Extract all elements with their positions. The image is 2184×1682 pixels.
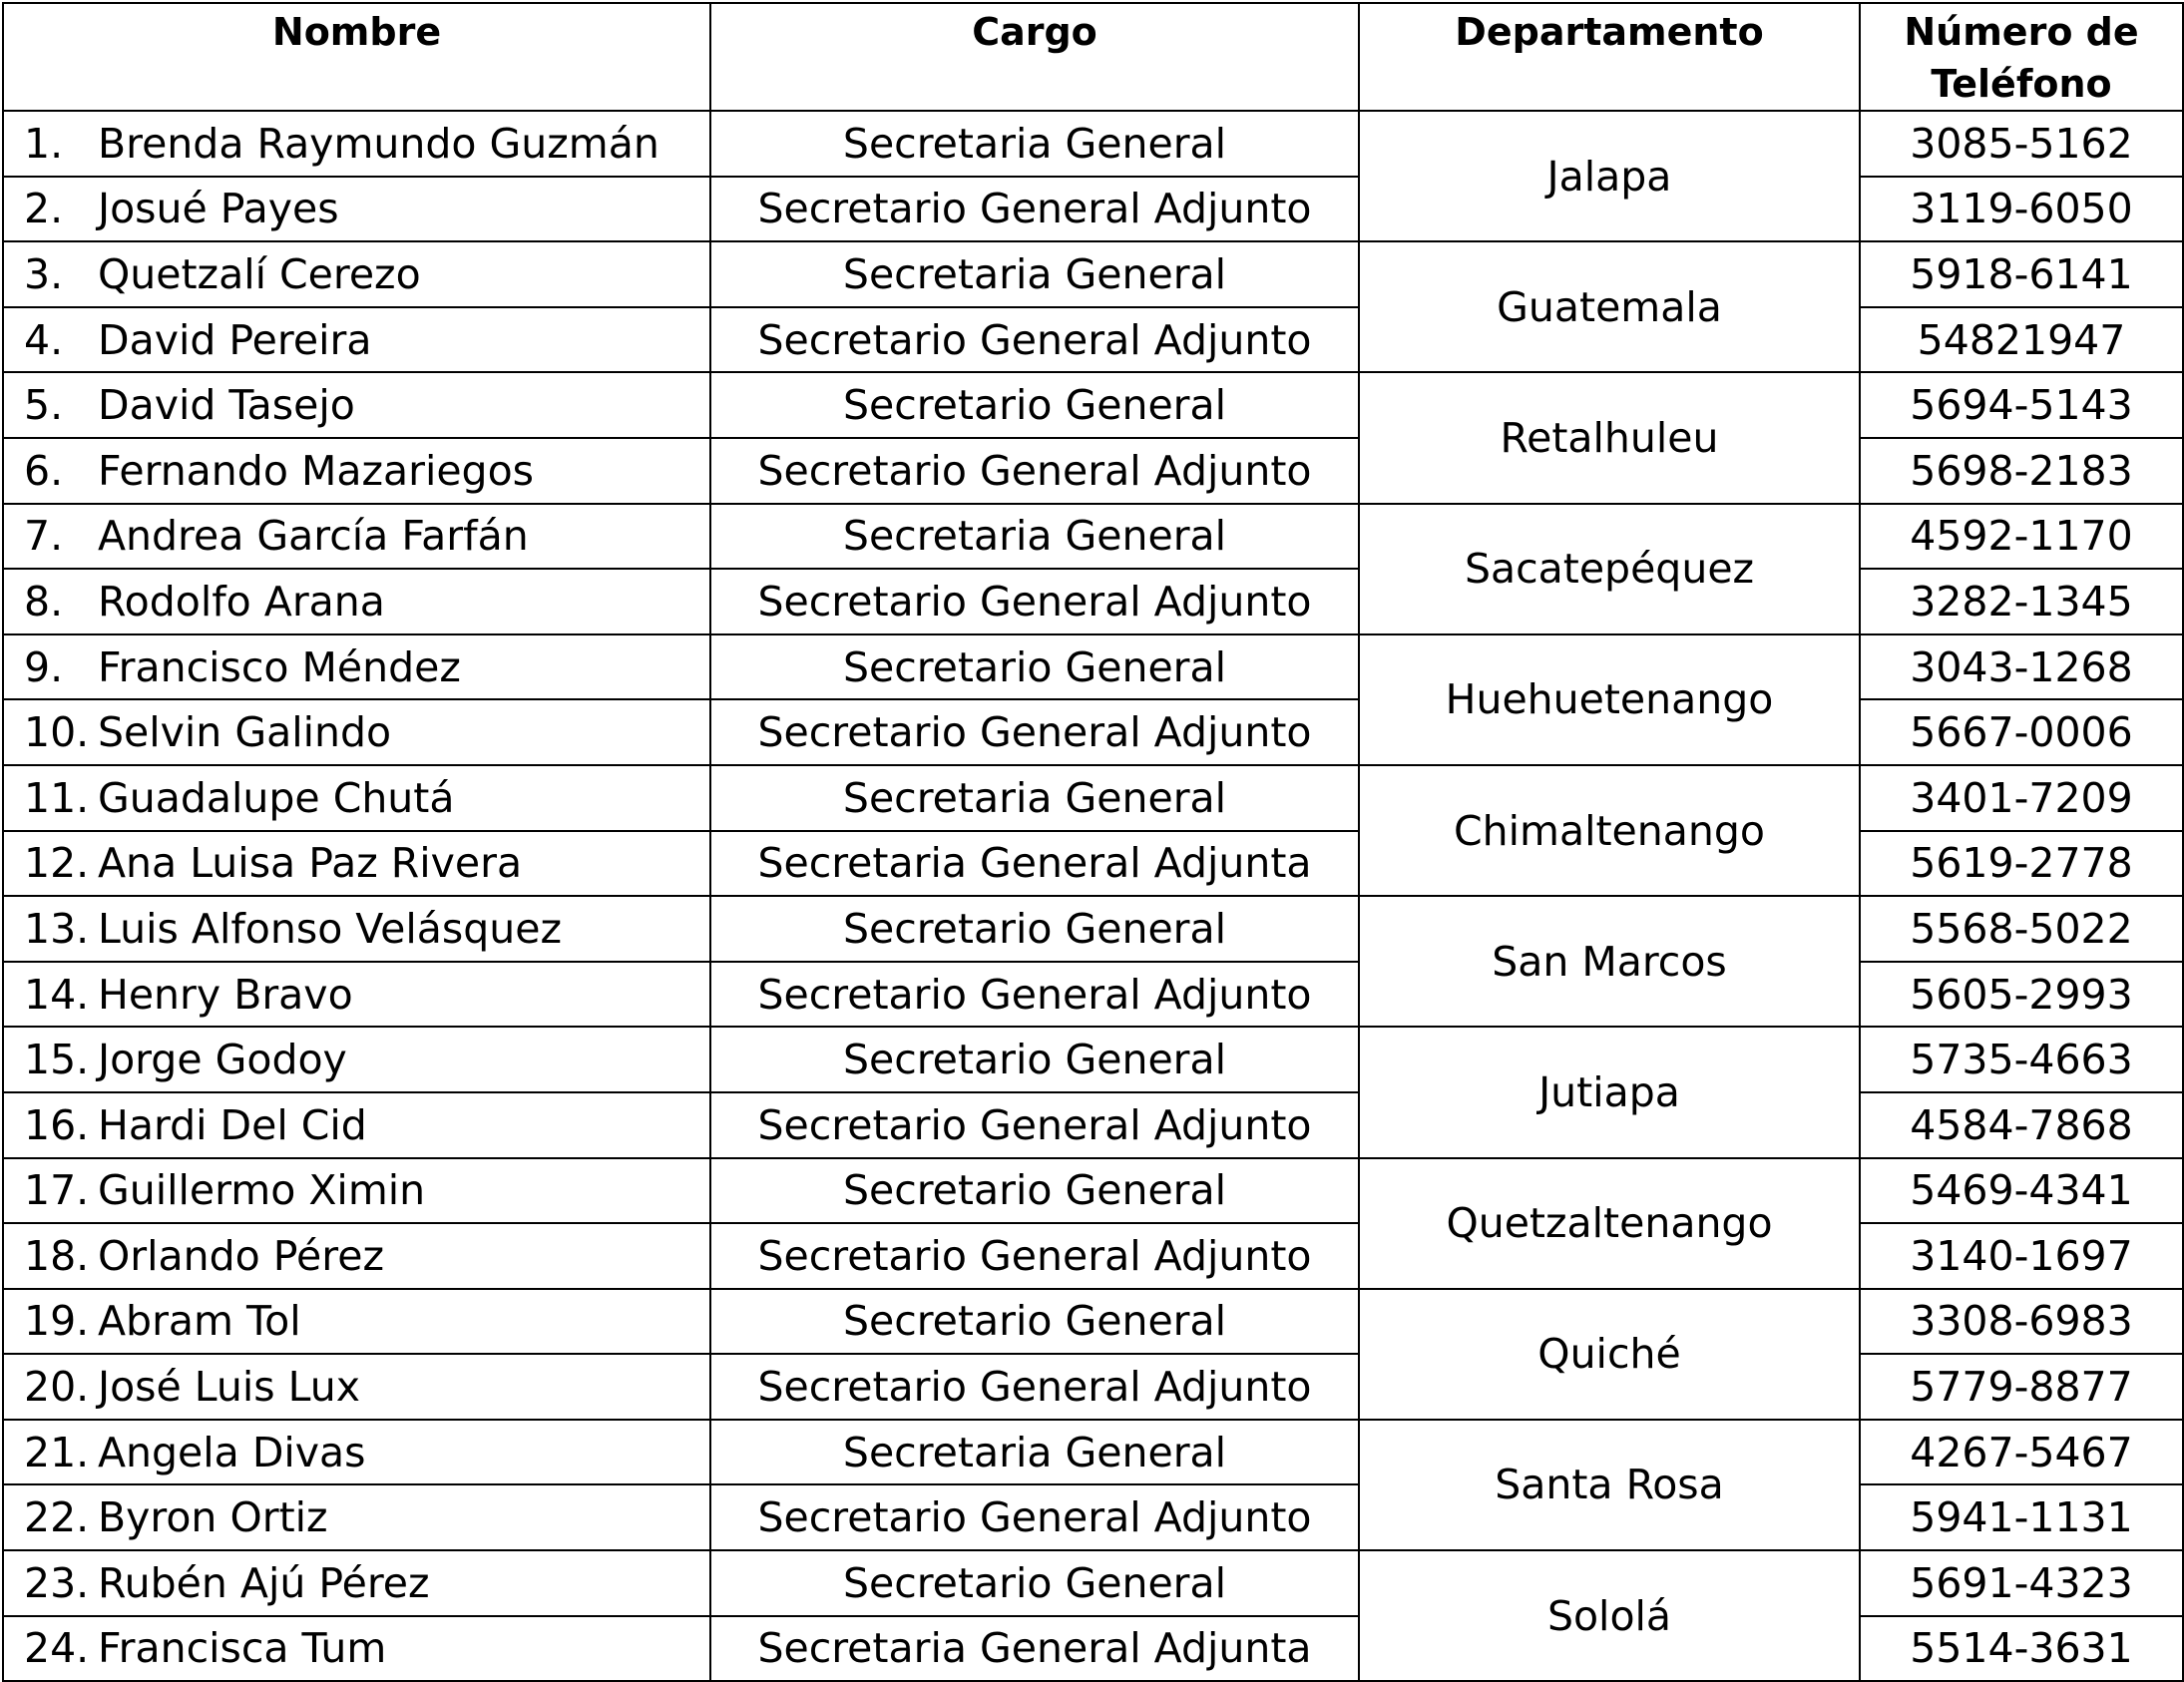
row-number: 7. <box>24 512 64 561</box>
cell-departamento: Huehuetenango <box>1359 634 1860 765</box>
cell-cargo: Secretaria General Adjunta <box>710 1616 1359 1682</box>
cell-nombre <box>3 1420 710 1485</box>
cell-telefono: 54821947 <box>1860 307 2183 373</box>
cell-departamento: Jutiapa <box>1359 1027 1860 1157</box>
cell-cargo: Secretaria General <box>710 111 1359 177</box>
person-name: Abram Tol <box>98 1297 301 1346</box>
row-number: 24. <box>24 1624 90 1673</box>
cell-telefono: 3085-5162 <box>1860 111 2183 177</box>
directory-table <box>2 2 2184 1682</box>
row-number: 6. <box>24 446 64 495</box>
row-number: 17. <box>24 1166 90 1215</box>
cell-telefono: 3401-7209 <box>1860 765 2183 831</box>
cell-nombre <box>3 1027 710 1092</box>
cell-nombre <box>3 438 710 504</box>
cell-nombre <box>3 1550 710 1616</box>
cell-departamento: Retalhuleu <box>1359 372 1860 503</box>
row-number: 10. <box>24 708 90 757</box>
cell-cargo: Secretario General <box>710 372 1359 438</box>
cell-cargo: Secretario General Adjunto <box>710 569 1359 634</box>
row-number: 1. <box>24 119 64 168</box>
cell-cargo: Secretario General Adjunto <box>710 1354 1359 1420</box>
person-name: David Tasejo <box>98 381 355 430</box>
row-number: 11. <box>24 773 90 822</box>
row-number: 5. <box>24 381 64 430</box>
row-number: 4. <box>24 315 64 364</box>
cell-telefono: 5469-4341 <box>1860 1158 2183 1224</box>
person-name: José Luis Lux <box>98 1363 361 1412</box>
cell-nombre <box>3 372 710 438</box>
row-number: 22. <box>24 1493 90 1542</box>
cell-telefono: 5619-2778 <box>1860 831 2183 897</box>
cell-telefono: 5605-2993 <box>1860 962 2183 1028</box>
cell-cargo: Secretario General Adjunto <box>710 438 1359 504</box>
table-row <box>3 1289 2183 1355</box>
table-row <box>3 765 2183 831</box>
cell-cargo: Secretario General Adjunto <box>710 962 1359 1028</box>
cell-departamento: Santa Rosa <box>1359 1420 1860 1550</box>
person-name: Guadalupe Chutá <box>98 773 455 822</box>
table-row <box>3 504 2183 570</box>
header-nombre: Nombre <box>3 3 710 111</box>
cell-telefono: 4267-5467 <box>1860 1420 2183 1485</box>
cell-telefono: 5941-1131 <box>1860 1484 2183 1550</box>
header-cargo: Cargo <box>710 3 1359 111</box>
cell-nombre <box>3 504 710 570</box>
cell-cargo: Secretario General <box>710 1158 1359 1224</box>
cell-cargo: Secretario General <box>710 1027 1359 1092</box>
header-row <box>3 3 2183 111</box>
cell-telefono: 3282-1345 <box>1860 569 2183 634</box>
cell-telefono: 5779-8877 <box>1860 1354 2183 1420</box>
cell-telefono: 5514-3631 <box>1860 1616 2183 1682</box>
cell-departamento: Quiché <box>1359 1289 1860 1420</box>
cell-departamento: San Marcos <box>1359 896 1860 1027</box>
row-number: 21. <box>24 1428 90 1476</box>
person-name: David Pereira <box>98 315 372 364</box>
person-name: Selvin Galindo <box>98 708 392 757</box>
cell-telefono: 3119-6050 <box>1860 177 2183 242</box>
row-number: 12. <box>24 839 90 888</box>
cell-departamento: Chimaltenango <box>1359 765 1860 896</box>
row-number: 20. <box>24 1363 90 1412</box>
cell-cargo: Secretario General <box>710 634 1359 700</box>
cell-cargo: Secretaria General Adjunta <box>710 831 1359 897</box>
table-row <box>3 1027 2183 1092</box>
person-name: Rodolfo Arana <box>98 577 385 626</box>
row-number: 18. <box>24 1231 90 1280</box>
person-name: Luis Alfonso Velásquez <box>98 904 563 953</box>
cell-telefono: 5667-0006 <box>1860 699 2183 765</box>
row-number: 9. <box>24 642 64 691</box>
cell-cargo: Secretario General Adjunto <box>710 307 1359 373</box>
table-body <box>3 111 2183 1681</box>
cell-telefono: 3308-6983 <box>1860 1289 2183 1355</box>
cell-cargo: Secretaria General <box>710 765 1359 831</box>
cell-nombre <box>3 765 710 831</box>
row-number: 14. <box>24 970 90 1019</box>
cell-nombre <box>3 307 710 373</box>
person-name: Francisco Méndez <box>98 642 461 691</box>
cell-telefono: 5698-2183 <box>1860 438 2183 504</box>
cell-departamento: Sololá <box>1359 1550 1860 1681</box>
cell-cargo: Secretaria General <box>710 1420 1359 1485</box>
cell-nombre <box>3 241 710 307</box>
cell-telefono: 5691-4323 <box>1860 1550 2183 1616</box>
row-number: 13. <box>24 904 90 953</box>
cell-telefono: 5918-6141 <box>1860 241 2183 307</box>
cell-cargo: Secretario General <box>710 896 1359 962</box>
cell-telefono: 4592-1170 <box>1860 504 2183 570</box>
cell-nombre <box>3 831 710 897</box>
person-name: Ana Luisa Paz Rivera <box>98 839 523 888</box>
cell-nombre <box>3 1354 710 1420</box>
person-name: Francisca Tum <box>98 1624 387 1673</box>
cell-nombre <box>3 1092 710 1158</box>
cell-departamento: Guatemala <box>1359 241 1860 372</box>
table-row <box>3 1550 2183 1616</box>
cell-cargo: Secretario General <box>710 1550 1359 1616</box>
cell-nombre <box>3 1484 710 1550</box>
person-name: Fernando Mazariegos <box>98 446 535 495</box>
person-name: Byron Ortiz <box>98 1493 328 1542</box>
cell-nombre <box>3 896 710 962</box>
cell-telefono: 5735-4663 <box>1860 1027 2183 1092</box>
person-name: Rubén Ajú Pérez <box>98 1558 430 1607</box>
row-number: 23. <box>24 1558 90 1607</box>
cell-cargo: Secretario General Adjunto <box>710 1223 1359 1289</box>
cell-departamento: Quetzaltenango <box>1359 1158 1860 1289</box>
cell-telefono: 4584-7868 <box>1860 1092 2183 1158</box>
row-number: 15. <box>24 1036 90 1084</box>
cell-cargo: Secretario General Adjunto <box>710 177 1359 242</box>
cell-nombre <box>3 634 710 700</box>
cell-nombre <box>3 962 710 1028</box>
person-name: Orlando Pérez <box>98 1231 384 1280</box>
row-number: 2. <box>24 185 64 233</box>
row-number: 16. <box>24 1100 90 1149</box>
cell-nombre <box>3 699 710 765</box>
table-row <box>3 634 2183 700</box>
cell-cargo: Secretaria General <box>710 241 1359 307</box>
cell-telefono: 3140-1697 <box>1860 1223 2183 1289</box>
cell-departamento: Sacatepéquez <box>1359 504 1860 634</box>
person-name: Andrea García Farfán <box>98 512 529 561</box>
header-telefono: Número de Teléfono <box>1860 3 2183 111</box>
cell-telefono: 5694-5143 <box>1860 372 2183 438</box>
cell-nombre <box>3 569 710 634</box>
person-name: Guillermo Ximin <box>98 1166 426 1215</box>
person-name: Angela Divas <box>98 1428 366 1476</box>
cell-cargo: Secretario General Adjunto <box>710 1484 1359 1550</box>
cell-nombre <box>3 111 710 177</box>
cell-telefono: 5568-5022 <box>1860 896 2183 962</box>
cell-telefono: 3043-1268 <box>1860 634 2183 700</box>
table-row <box>3 1420 2183 1485</box>
cell-cargo: Secretario General Adjunto <box>710 1092 1359 1158</box>
row-number: 19. <box>24 1297 90 1346</box>
cell-cargo: Secretaria General <box>710 504 1359 570</box>
person-name: Brenda Raymundo Guzmán <box>98 119 659 168</box>
table-row <box>3 1158 2183 1224</box>
row-number: 8. <box>24 577 64 626</box>
cell-nombre <box>3 1158 710 1224</box>
person-name: Quetzalí Cerezo <box>98 249 421 298</box>
cell-nombre <box>3 1289 710 1355</box>
cell-cargo: Secretario General Adjunto <box>710 699 1359 765</box>
cell-nombre <box>3 1223 710 1289</box>
person-name: Hardi Del Cid <box>98 1100 367 1149</box>
cell-departamento: Jalapa <box>1359 111 1860 241</box>
header-departamento: Departamento <box>1359 3 1860 111</box>
table-row <box>3 241 2183 307</box>
cell-nombre <box>3 177 710 242</box>
person-name: Henry Bravo <box>98 970 353 1019</box>
table-row <box>3 372 2183 438</box>
row-number: 3. <box>24 249 64 298</box>
cell-cargo: Secretario General <box>710 1289 1359 1355</box>
person-name: Jorge Godoy <box>98 1036 347 1084</box>
table-row <box>3 111 2183 177</box>
person-name: Josué Payes <box>98 185 339 233</box>
cell-nombre <box>3 1616 710 1682</box>
table-row <box>3 896 2183 962</box>
